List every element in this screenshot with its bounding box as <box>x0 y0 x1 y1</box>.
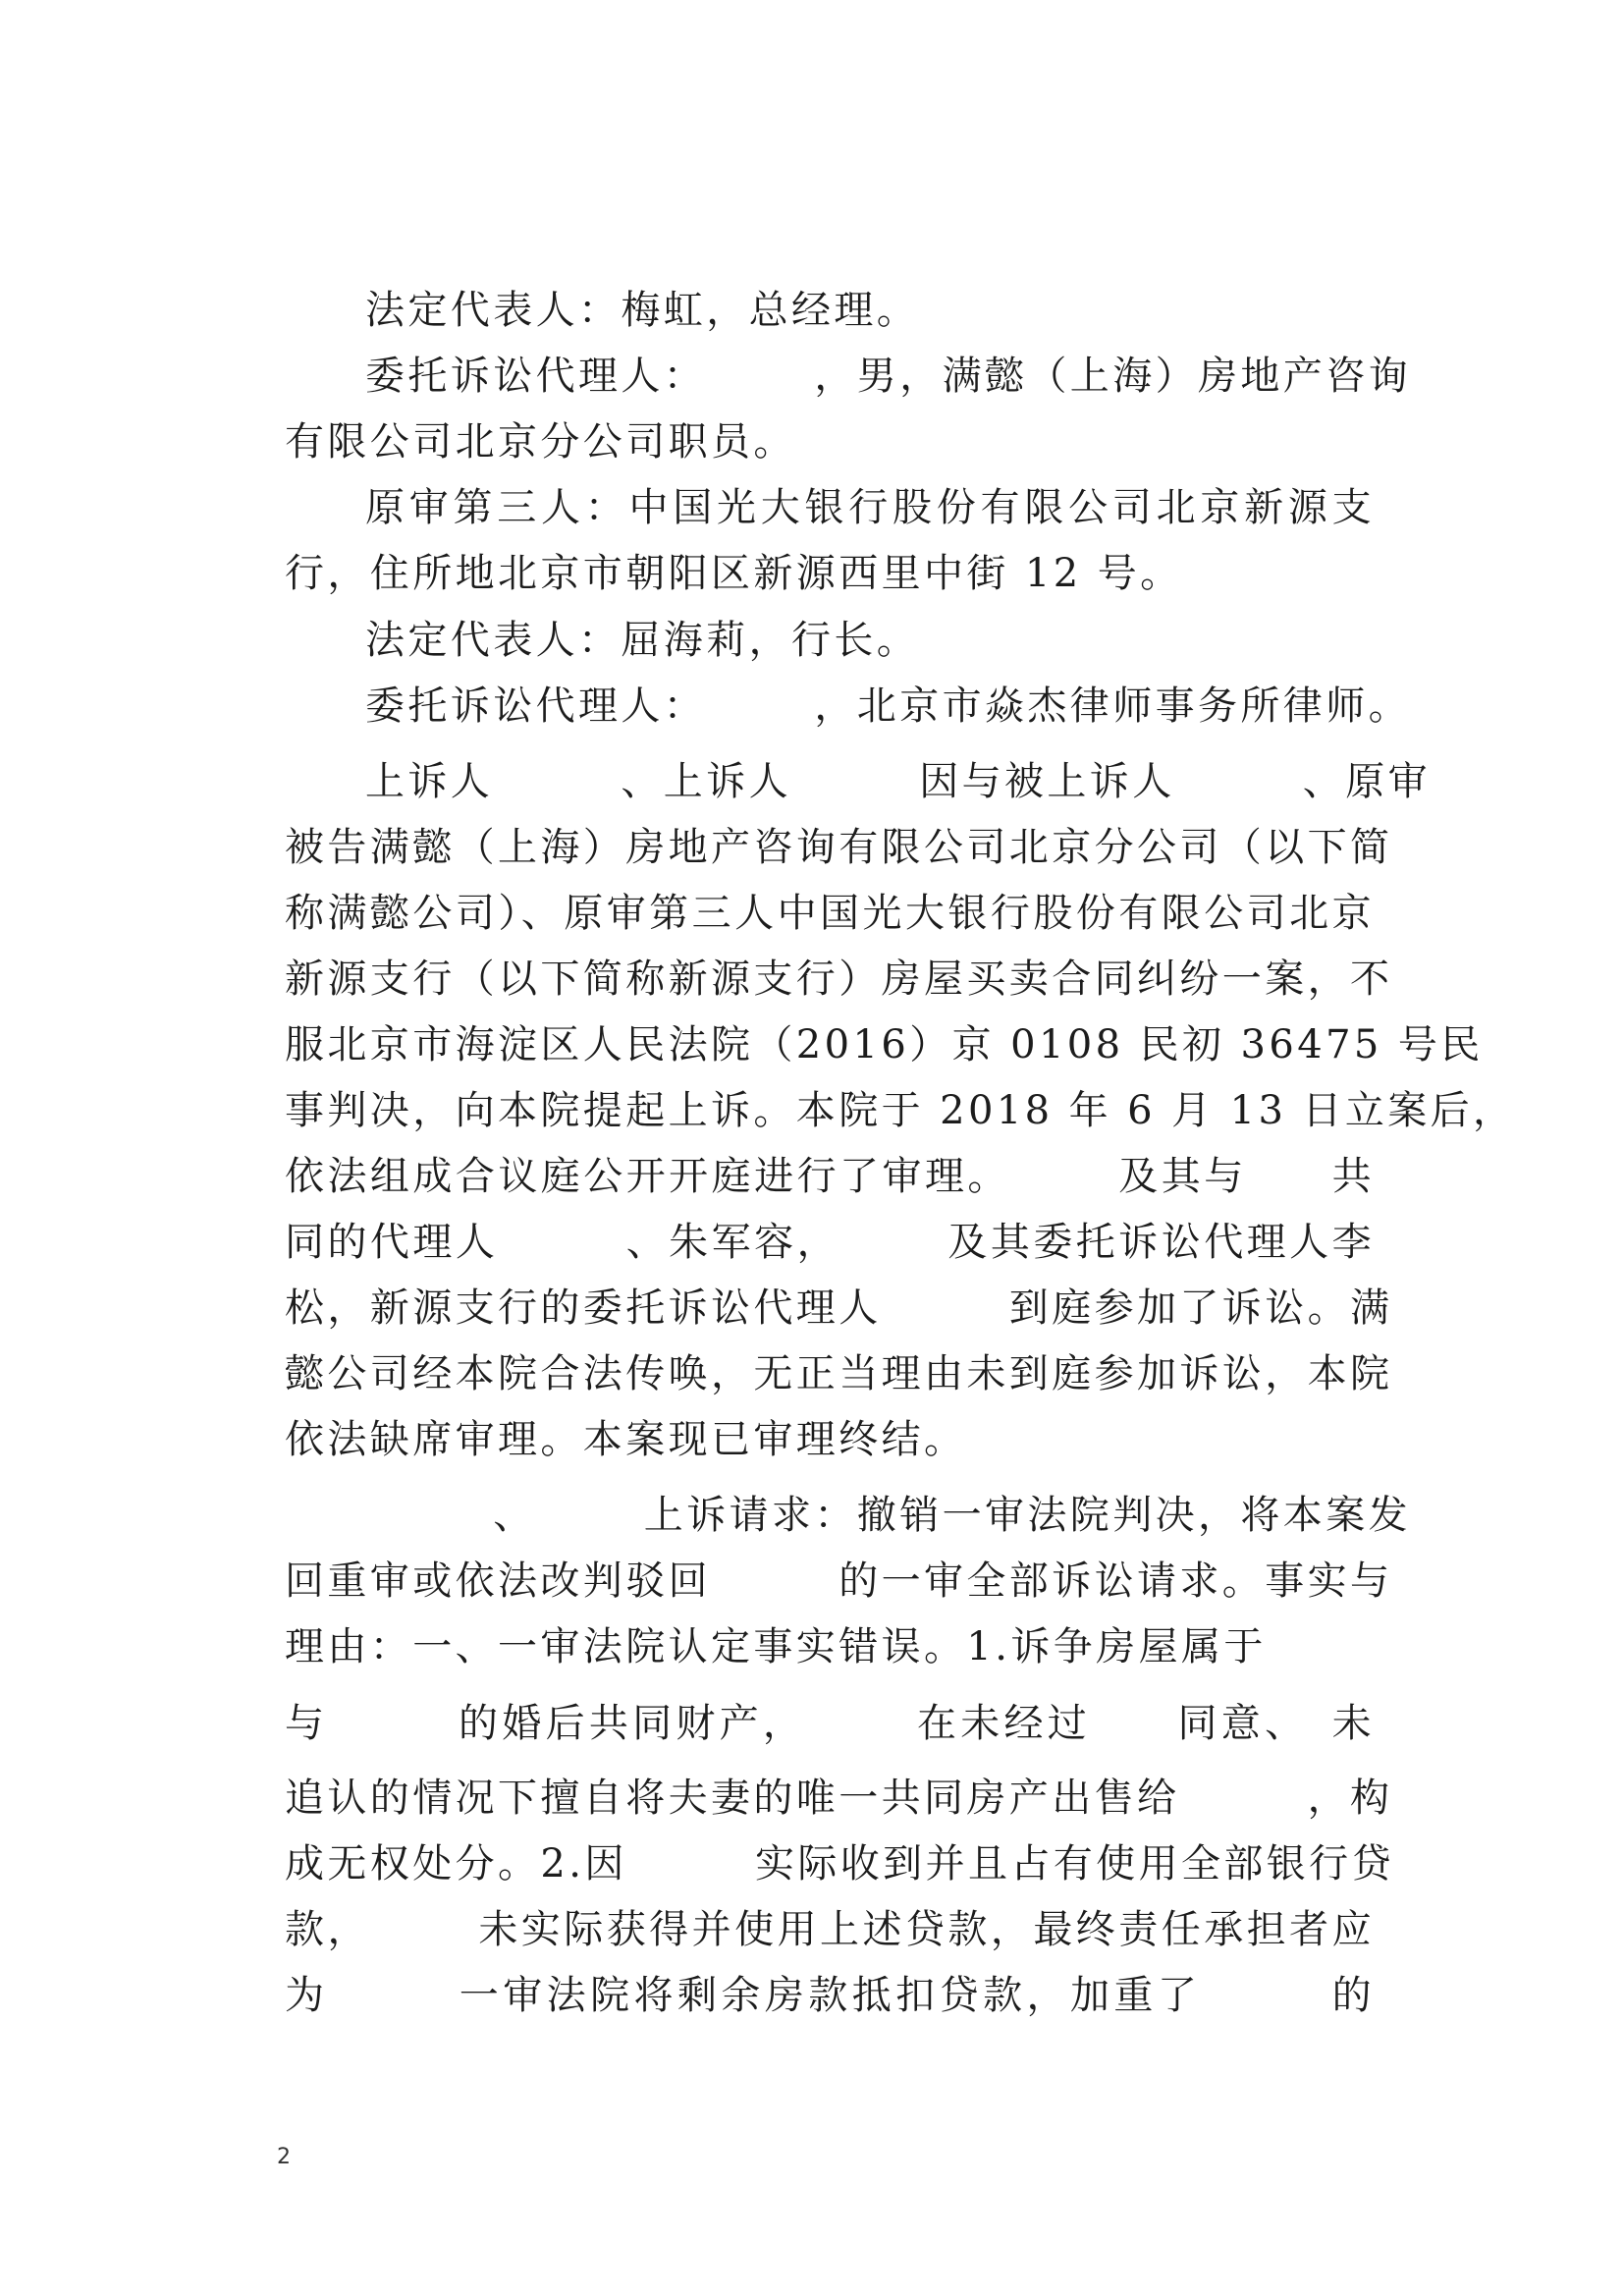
text-line: 被告满懿（上海）房地产咨询有限公司北京分公司（以下简 <box>285 825 1393 870</box>
text-line: 法定代表人：梅虹，总经理。 <box>365 288 920 333</box>
text-line: 服北京市海淀区人民法院（2016）京 0108 民初 36475 号民 <box>285 1022 1484 1067</box>
text-line: 、 上诉请求：撤销一审法院判决，将本案发 <box>365 1493 1411 1538</box>
text-line: 理由：一、一审法院认定事实错误。1.诉争房屋属于 <box>285 1624 1394 1669</box>
text-line: 上诉人 、上诉人 因与被上诉人 、原审 <box>365 759 1431 804</box>
text-line: 依法缺席审理。本案现已审理终结。 <box>285 1417 967 1462</box>
text-line: 事判决，向本院提起上诉。本院于 2018 年 6 月 13 日立案后， <box>285 1088 1516 1133</box>
text-line: 委托诉讼代理人： ，北京市焱杰律师事务所律师。 <box>365 683 1411 729</box>
text-line: 为 一审法院将剩余房款抵扣贷款，加重了 的 <box>285 1973 1375 2018</box>
text-line: 成无权处分。2.因 实际收到并且占有使用全部银行贷 <box>285 1841 1394 1886</box>
text-line: 款， 未实际获得并使用上述贷款，最终责任承担者应 <box>285 1907 1375 1952</box>
text-line: 新源支行（以下简称新源支行）房屋买卖合同纠纷一案，不 <box>285 957 1393 1002</box>
text-line: 委托诉讼代理人： ，男，满懿（上海）房地产咨询 <box>365 354 1411 399</box>
text-line: 与 的婚后共同财产， 在未经过 同意、 未 <box>285 1701 1375 1746</box>
text-line: 追认的情况下擅自将夫妻的唯一共同房产出售给 ，构 <box>285 1776 1393 1821</box>
text-line: 依法组成合议庭公开开庭进行了审理。 及其与 共 <box>285 1154 1375 1199</box>
text-line: 行，住所地北京市朝阳区新源西里中街 12 号。 <box>285 551 1183 596</box>
text-line: 同的代理人 、朱军容， 及其委托诉讼代理人李 <box>285 1220 1375 1265</box>
page-number: 2 <box>277 2145 291 2169</box>
text-line: 法定代表人：屈海莉，行长。 <box>365 618 920 663</box>
text-line: 有限公司北京分公司职员。 <box>285 419 796 465</box>
text-line: 松，新源支行的委托诉讼代理人 到庭参加了诉讼。满 <box>285 1285 1393 1331</box>
text-line: 懿公司经本院合法传唤，无正当理由未到庭参加诉讼，本院 <box>285 1351 1393 1396</box>
text-line: 回重审或依法改判驳回 的一审全部诉讼请求。事实与 <box>285 1558 1393 1604</box>
text-line: 称满懿公司）、原审第三人中国光大银行股份有限公司北京 <box>285 891 1375 936</box>
text-line: 原审第三人：中国光大银行股份有限公司北京新源支 <box>365 485 1375 530</box>
